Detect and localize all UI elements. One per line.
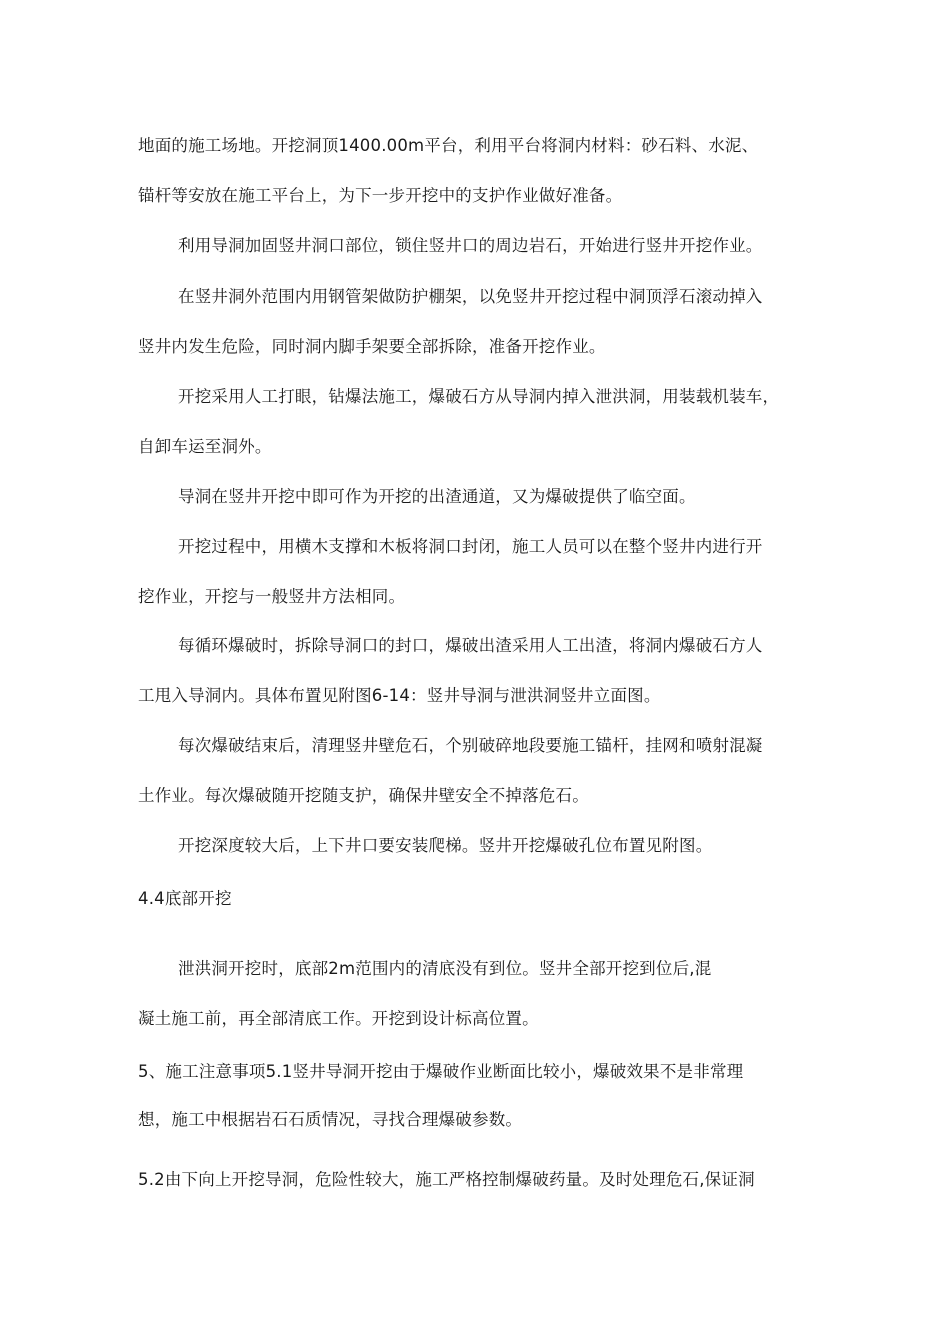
text-line-7: 自卸车运至洞外。 <box>138 437 272 456</box>
text-line-10: 挖作业，开挖与一般竖井方法相同。 <box>138 587 406 606</box>
text-line-15: 开挖深度较大后，上下井口要安装爬梯。竖井开挖爆破孔位布置见附图。 <box>178 836 713 855</box>
text-line-12: 工甩入导洞内。具体布置见附图6-14：竖井导洞与泄洪洞竖井立面图。 <box>138 686 661 705</box>
text-line-5: 竖井内发生危险，同时洞内脚手架要全部拆除，准备开挖作业。 <box>138 337 606 356</box>
text-line-8: 导洞在竖井开挖中即可作为开挖的出渣通道，又为爆破提供了临空面。 <box>178 487 696 506</box>
text-line-1: 地面的施工场地。开挖洞顶1400.00m平台，利用平台将洞内材料：砂石料、水泥、 <box>138 136 759 155</box>
text-line-19: 5、施工注意事项5.1竖井导洞开挖由于爆破作业断面比较小，爆破效果不是非常理 <box>138 1062 744 1081</box>
text-line-20: 想，施工中根据岩石石质情况，寻找合理爆破参数。 <box>138 1110 523 1129</box>
text-line-17: 泄洪洞开挖时，底部2m范围内的清底没有到位。竖井全部开挖到位后,混 <box>178 959 712 978</box>
text-line-14: 土作业。每次爆破随开挖随支护，确保井壁安全不掉落危石。 <box>138 786 589 805</box>
text-line-3: 利用导洞加固竖井洞口部位，锁住竖井口的周边岩石，开始进行竖井开挖作业。 <box>178 236 763 255</box>
text-line-18: 凝土施工前，再全部清底工作。开挖到设计标高位置。 <box>138 1009 539 1028</box>
text-line-6: 开挖采用人工打眼，钻爆法施工，爆破石方从导洞内掉入泄洪洞，用装载机装车， <box>178 387 780 406</box>
text-line-13: 每次爆破结束后，清理竖井壁危石，个别破碎地段要施工锚杆，挂网和喷射混凝 <box>178 736 763 755</box>
text-line-2: 锚杆等安放在施工平台上，为下一步开挖中的支护作业做好准备。 <box>138 186 623 205</box>
section-heading-4-4: 4.4底部开挖 <box>138 889 232 908</box>
text-line-4: 在竖井洞外范围内用钢管架做防护棚架，以免竖井开挖过程中洞顶浮石滚动掉入 <box>178 287 763 306</box>
text-line-9: 开挖过程中，用横木支撑和木板将洞口封闭，施工人员可以在整个竖井内进行开 <box>178 537 763 556</box>
text-line-11: 每循环爆破时，拆除导洞口的封口，爆破出渣采用人工出渣，将洞内爆破石方人 <box>178 636 763 655</box>
text-line-21: 5.2由下向上开挖导洞，危险性较大，施工严格控制爆破药量。及时处理危石,保证洞 <box>138 1170 755 1189</box>
